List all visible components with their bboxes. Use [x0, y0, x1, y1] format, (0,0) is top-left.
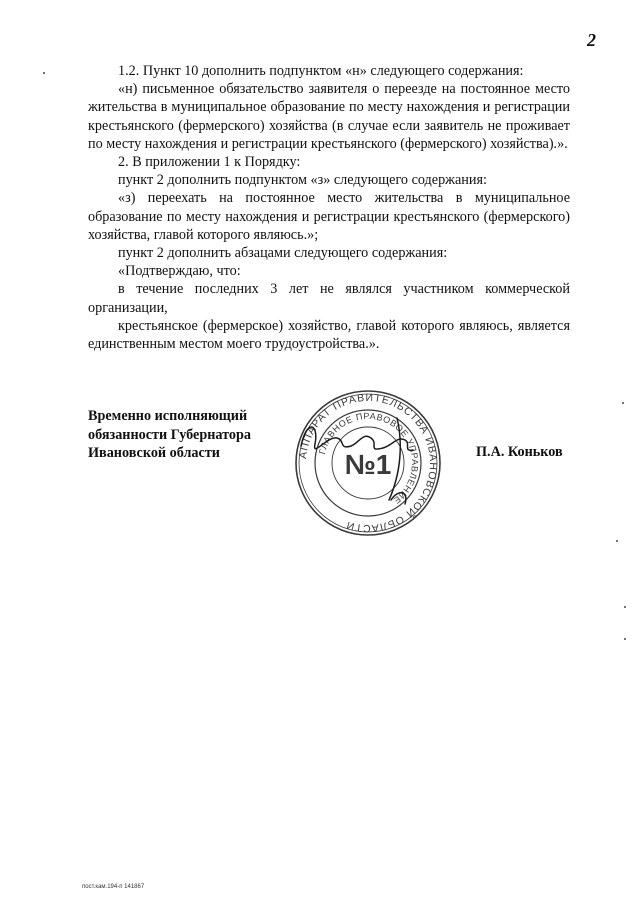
signer-title-line-1: Временно исполняющий: [88, 408, 248, 424]
paragraph-6: пункт 2 дополнить абзацами следующего содержания:: [118, 245, 448, 262]
paragraph-3: 2. В приложении 1 к Порядку:: [118, 154, 301, 171]
signer-title-line-2: обязанности Губернатора: [88, 426, 251, 443]
scan-speck: [624, 638, 626, 640]
paragraph-4: пункт 2 дополнить подпунктом «з» следующего содержания:: [118, 172, 487, 189]
seal-number: №1: [344, 449, 392, 480]
document-body: [88, 62, 570, 353]
seal-inner-text: ГЛАВНОЕ ПРАВОВОЕ УПРАВЛЕНИЕ: [316, 410, 421, 507]
paragraph-5: «з) переехать на постоянное место жительства в муниципальное образование по месту нахождения и регистрации крестьянского (фермерского) хозяйства, главой которого являюсь.»;: [88, 190, 570, 243]
official-seal: [293, 388, 443, 538]
paragraph-8: в течение последних 3 лет не являлся участником коммерческой организации,: [88, 281, 570, 316]
paragraph-2: «н) письменное обязательство заявителя о переезде на постоянное место жительства в муниципальное образование по месту нахождения и регистрации крестьянского (фермерского) хозяйства (в случае если заявитель не проживает по месту нахождения и регистрации крестьянского (фермерского) хозяйства).».: [88, 81, 570, 152]
signer-title-line-3: Ивановской области: [88, 445, 220, 462]
footer-code: пост.кам.194-п 141867: [82, 884, 145, 890]
paragraph-9: крестьянское (фермерское) хозяйство, главой которого являюсь, является единственным местом моего трудоустройства.».: [88, 317, 570, 353]
page-number: 2: [587, 30, 596, 50]
scan-speck: [624, 606, 626, 608]
scan-speck: [616, 540, 618, 542]
signer-name: П.А. Коньков: [476, 444, 563, 460]
signer-title: [88, 407, 251, 463]
seal-outer-text: АППАРАТ ПРАВИТЕЛЬСТВА ИВАНОВСКОЙ ОБЛАСТИ: [297, 391, 440, 535]
paragraph-1: 1.2. Пункт 10 дополнить подпунктом «н» следующего содержания:: [118, 63, 524, 79]
scan-speck: [622, 402, 624, 404]
scan-speck: [43, 72, 45, 74]
paragraph-7: «Подтверждаю, что:: [118, 263, 241, 280]
